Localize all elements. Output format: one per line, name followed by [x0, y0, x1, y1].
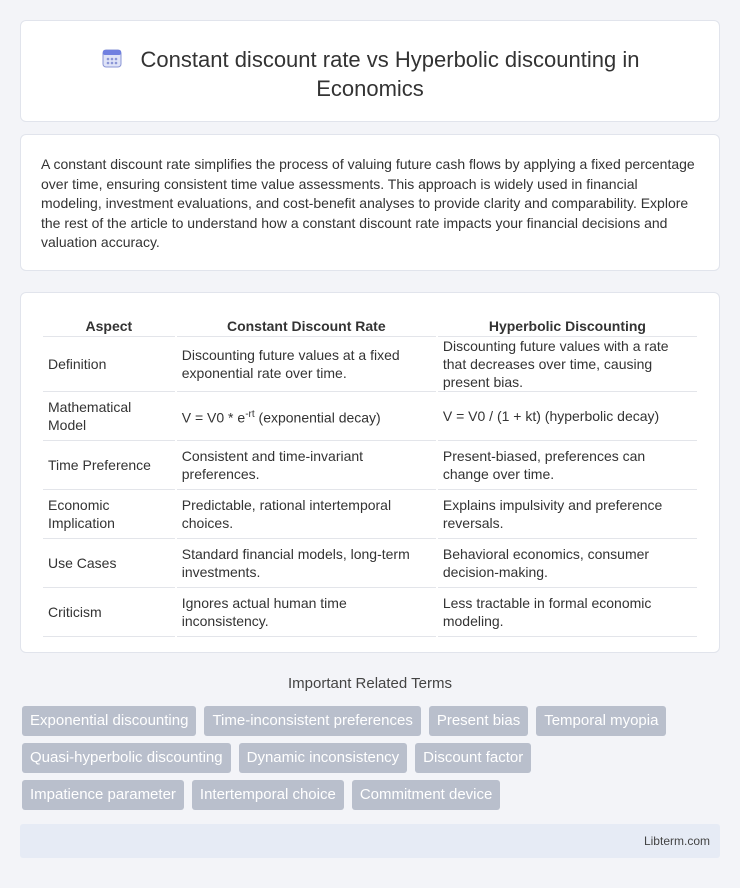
footer-brand[interactable]: Libterm.com [643, 834, 710, 848]
related-terms-list [22, 706, 722, 817]
cell-hyperbolic: Behavioral economics, consumer decision-making. [438, 539, 697, 588]
intro-paragraph: A constant discount rate simplifies the process of valuing future cash flows by applying a fixed percentage over time, ensuring consistent time value assessments. This approach is widely used in financial modeling, investment evaluations, and cost-benefit analyses to provide clarity and comparability. Explore the rest of the article to understand how a constant discount rate impacts your financial decisions and valuation accuracy. [41, 156, 695, 251]
table-row [43, 588, 697, 637]
cell-hyperbolic: Discounting future values with a rate that decreases over time, causing present bias. [438, 337, 697, 392]
comparison-card [20, 292, 720, 653]
intro-card [20, 134, 720, 271]
cell-hyperbolic: V = V0 / (1 + kt) (hyperbolic decay) [438, 392, 697, 441]
cell-constant: Standard financial models, long-term investments. [177, 539, 436, 588]
tag-exponential-discounting[interactable]: Exponential discounting [22, 706, 196, 736]
table-header-row [43, 315, 697, 337]
table-row [43, 392, 697, 441]
tag-dynamic-inconsistency[interactable]: Dynamic inconsistency [239, 743, 408, 773]
page-title [61, 45, 679, 103]
tag-temporal-myopia[interactable]: Temporal myopia [536, 706, 666, 736]
formula-base: V = V0 * e [181, 409, 246, 426]
formula-exponent: -rt [245, 408, 255, 420]
header-aspect: Aspect [43, 315, 175, 337]
cell-hyperbolic: Less tractable in formal economic modeling. [438, 588, 697, 637]
formula-note: (exponential decay) [254, 409, 381, 426]
table-row [43, 441, 697, 490]
cell-constant: Ignores actual human time inconsistency. [177, 588, 436, 637]
cell-aspect: Time Preference [43, 441, 175, 490]
tag-impatience-parameter[interactable]: Impatience parameter [22, 780, 184, 810]
cell-aspect: Definition [43, 337, 175, 392]
tag-row [22, 706, 722, 736]
header-hyperbolic: Hyperbolic Discounting [438, 315, 697, 337]
tag-row [22, 780, 722, 810]
cell-aspect: Economic Implication [43, 490, 175, 539]
calendar-icon [101, 47, 123, 69]
cell-constant: Discounting future values at a fixed exponential rate over time. [177, 337, 436, 392]
related-terms-title: Important Related Terms [288, 675, 452, 692]
tag-commitment-device[interactable]: Commitment device [352, 780, 501, 810]
tag-row [22, 743, 722, 773]
cell-constant: Consistent and time-invariant preferences. [177, 441, 436, 490]
cell-aspect: Criticism [43, 588, 175, 637]
cell-constant [177, 392, 436, 441]
cell-aspect: Mathematical Model [43, 392, 175, 441]
table-row [43, 539, 697, 588]
cell-aspect: Use Cases [43, 539, 175, 588]
cell-hyperbolic: Explains impulsivity and preference reversals. [438, 490, 697, 539]
tag-present-bias[interactable]: Present bias [429, 706, 528, 736]
table-row [43, 490, 697, 539]
tag-quasi-hyperbolic-discounting[interactable]: Quasi-hyperbolic discounting [22, 743, 231, 773]
title-card [20, 20, 720, 122]
cell-hyperbolic: Present-biased, preferences can change over time. [438, 441, 697, 490]
page-title-text: Constant discount rate vs Hyperbolic discounting in Economics [140, 47, 640, 101]
cell-constant: Predictable, rational intertemporal choices. [177, 490, 436, 539]
tag-time-inconsistent-preferences[interactable]: Time-inconsistent preferences [204, 706, 420, 736]
comparison-table [41, 315, 699, 637]
tag-intertemporal-choice[interactable]: Intertemporal choice [192, 780, 344, 810]
footer [20, 824, 720, 858]
header-constant: Constant Discount Rate [177, 315, 436, 337]
table-row [43, 337, 697, 392]
tag-discount-factor[interactable]: Discount factor [415, 743, 531, 773]
